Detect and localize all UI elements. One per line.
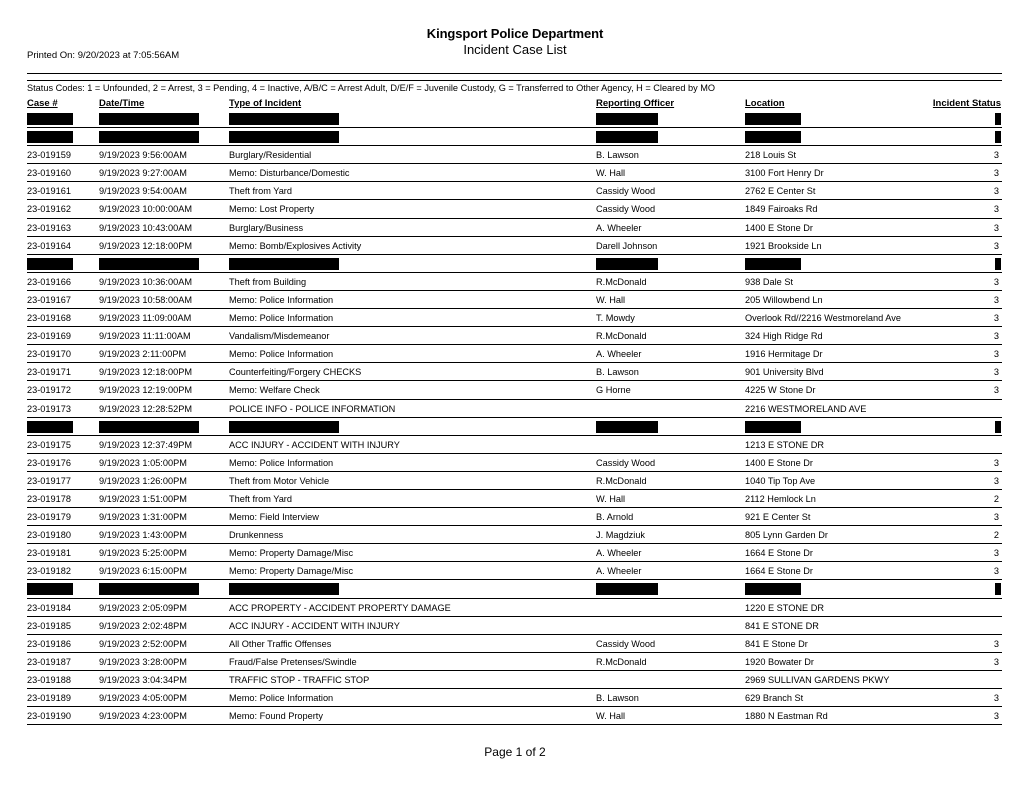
cell-status: 3 xyxy=(993,294,999,305)
cell-officer: Cassidy Wood xyxy=(596,457,656,468)
cell-case: 23-019164 xyxy=(27,240,71,251)
cell-case: 23-019182 xyxy=(27,566,71,577)
cell-date: 9/19/2023 10:58:00AM xyxy=(99,294,192,305)
redaction-bar-case xyxy=(27,131,73,143)
table-row xyxy=(0,363,1030,381)
cell-status: 3 xyxy=(993,566,999,577)
cell-location: 324 High Ridge Rd xyxy=(745,331,823,342)
cell-status: 3 xyxy=(993,457,999,468)
cell-type: ACC PROPERTY - ACCIDENT PROPERTY DAMAGE xyxy=(229,602,451,613)
cell-date: 9/19/2023 3:28:00PM xyxy=(99,656,187,667)
column-header-location: Location xyxy=(745,98,785,109)
cell-case: 23-019189 xyxy=(27,693,71,703)
cell-status: 3 xyxy=(993,240,999,251)
cell-case: 23-019187 xyxy=(27,656,71,667)
cell-officer: R.McDonald xyxy=(596,331,647,342)
redaction-bar-case xyxy=(27,113,73,125)
table-row xyxy=(0,599,1030,617)
cell-date: 9/19/2023 12:18:00PM xyxy=(99,367,192,378)
cell-type: Memo: Disturbance/Domestic xyxy=(229,168,350,179)
cell-date: 9/19/2023 2:11:00PM xyxy=(99,349,187,360)
cell-date: 9/19/2023 9:54:00AM xyxy=(99,186,187,197)
cell-location: 1664 E Stone Dr xyxy=(745,566,813,577)
cell-type: ACC INJURY - ACCIDENT WITH INJURY xyxy=(229,620,400,631)
organization-title: Kingsport Police Department xyxy=(426,26,604,41)
cell-date: 9/19/2023 2:05:09PM xyxy=(99,602,187,613)
cell-location: 3100 Fort Henry Dr xyxy=(745,168,824,179)
header-rule-secondary xyxy=(27,80,1002,81)
cell-type: Theft from Yard xyxy=(229,493,292,504)
cell-type: Memo: Police Information xyxy=(229,457,334,468)
table-row-redacted xyxy=(0,418,1030,436)
cell-location: 1220 E STONE DR xyxy=(745,602,824,613)
cell-location: 938 Dale St xyxy=(745,276,794,287)
table-row xyxy=(0,689,1030,707)
cell-location: 629 Branch St xyxy=(745,693,804,703)
cell-type: Theft from Building xyxy=(229,276,307,287)
page-number: Page 1 of 2 xyxy=(484,745,546,759)
column-header-type: Type of Incident xyxy=(229,98,302,109)
table-row xyxy=(0,273,1030,291)
header-rule xyxy=(27,73,1002,74)
redaction-bar-type xyxy=(229,421,339,433)
cell-officer: Cassidy Wood xyxy=(596,186,656,197)
cell-location: 2969 SULLIVAN GARDENS PKWY xyxy=(745,674,890,685)
cell-case: 23-019159 xyxy=(27,150,71,161)
column-header-status: Incident Status xyxy=(932,98,1001,109)
redaction-bar-status xyxy=(995,583,1001,595)
table-row xyxy=(0,671,1030,689)
cell-type: Memo: Field Interview xyxy=(229,512,319,523)
cell-status: 3 xyxy=(993,349,999,360)
table-row xyxy=(0,617,1030,635)
cell-date: 9/19/2023 10:43:00AM xyxy=(99,222,192,233)
cell-location: 205 Willowbend Ln xyxy=(745,294,823,305)
cell-status: 2 xyxy=(993,493,999,504)
cell-location: 1849 Fairoaks Rd xyxy=(745,204,818,215)
cell-officer: W. Hall xyxy=(596,711,626,722)
cell-officer: B. Lawson xyxy=(596,150,639,161)
cell-officer: R.McDonald xyxy=(596,475,647,486)
redaction-bar-type xyxy=(229,258,339,270)
cell-date: 9/19/2023 12:19:00PM xyxy=(99,385,192,396)
redaction-bar-status xyxy=(995,258,1001,270)
cell-date: 9/19/2023 10:36:00AM xyxy=(99,276,192,287)
cell-date: 9/19/2023 2:52:00PM xyxy=(99,638,187,649)
table-row xyxy=(0,653,1030,671)
status-codes-legend: Status Codes: 1 = Unfounded, 2 = Arrest, 3 = Pending, 4 = Inactive, A/B/C = Arrest Adult, D/E/F = Juvenile Custody, G = Transferred to Other Agency, H = Cleared by MO xyxy=(27,83,716,93)
cell-location: Overlook Rd//2216 Westmoreland Ave xyxy=(745,313,901,324)
cell-type: Theft from Motor Vehicle xyxy=(229,475,330,486)
cell-location: 1664 E Stone Dr xyxy=(745,548,813,559)
redaction-bar-date xyxy=(99,113,199,125)
cell-case: 23-019179 xyxy=(27,512,71,523)
cell-location: 218 Louis St xyxy=(745,150,797,161)
cell-location: 1213 E STONE DR xyxy=(745,439,824,450)
table-row xyxy=(0,381,1030,399)
cell-case: 23-019170 xyxy=(27,349,71,360)
cell-status: 3 xyxy=(993,638,999,649)
cell-case: 23-019167 xyxy=(27,294,71,305)
redaction-bar-location xyxy=(745,583,801,595)
cell-case: 23-019176 xyxy=(27,457,71,468)
redaction-bar-status xyxy=(995,131,1001,143)
cell-status: 3 xyxy=(993,711,999,722)
cell-status: 2 xyxy=(993,530,999,541)
cell-case: 23-019168 xyxy=(27,313,71,324)
cell-officer: W. Hall xyxy=(596,493,626,504)
cell-date: 9/19/2023 5:25:00PM xyxy=(99,548,187,559)
cell-date: 9/19/2023 4:23:00PM xyxy=(99,711,187,722)
cell-case: 23-019184 xyxy=(27,602,71,613)
table-row xyxy=(0,707,1030,725)
cell-date: 9/19/2023 1:31:00PM xyxy=(99,512,187,523)
redaction-bar-case xyxy=(27,583,73,595)
cell-status: 3 xyxy=(993,693,999,703)
redaction-bar-location xyxy=(745,421,801,433)
cell-case: 23-019177 xyxy=(27,475,71,486)
cell-date: 9/19/2023 10:00:00AM xyxy=(99,204,192,215)
cell-date: 9/19/2023 12:28:52PM xyxy=(99,403,192,414)
table-row xyxy=(0,454,1030,472)
cell-type: Memo: Bomb/Explosives Activity xyxy=(229,240,362,251)
cell-officer: Darell Johnson xyxy=(596,240,658,251)
redaction-bar-date xyxy=(99,583,199,595)
cell-date: 9/19/2023 11:11:00AM xyxy=(99,331,191,342)
cell-status: 3 xyxy=(993,656,999,667)
cell-location: 2112 Hemlock Ln xyxy=(745,493,816,504)
cell-date: 9/19/2023 12:37:49PM xyxy=(99,439,192,450)
cell-case: 23-019160 xyxy=(27,168,71,179)
cell-date: 9/19/2023 12:18:00PM xyxy=(99,240,192,251)
cell-type: Counterfeiting/Forgery CHECKS xyxy=(229,367,362,378)
cell-location: 841 E Stone Dr xyxy=(745,638,808,649)
cell-officer: G Horne xyxy=(596,385,631,396)
row-divider xyxy=(27,724,1002,725)
cell-officer: J. Magdziuk xyxy=(596,530,646,541)
redaction-bar-officer xyxy=(596,131,658,143)
cell-officer: T. Mowdy xyxy=(596,313,635,324)
cell-type: ACC INJURY - ACCIDENT WITH INJURY xyxy=(229,439,400,450)
cell-type: Memo: Police Information xyxy=(229,313,334,324)
incident-table xyxy=(0,110,1030,725)
table-row xyxy=(0,182,1030,200)
cell-date: 9/19/2023 9:27:00AM xyxy=(99,168,187,179)
table-row-redacted xyxy=(0,128,1030,146)
cell-type: Memo: Police Information xyxy=(229,294,334,305)
report-title: Incident Case List xyxy=(463,42,567,57)
cell-status: 3 xyxy=(993,548,999,559)
cell-type: Burglary/Residential xyxy=(229,150,312,161)
cell-location: 805 Lynn Garden Dr xyxy=(745,530,828,541)
cell-officer: B. Lawson xyxy=(596,693,639,703)
cell-type: Burglary/Business xyxy=(229,222,304,233)
cell-date: 9/19/2023 6:15:00PM xyxy=(99,566,187,577)
cell-location: 4225 W Stone Dr xyxy=(745,385,816,396)
cell-status: 3 xyxy=(993,313,999,324)
cell-officer: A. Wheeler xyxy=(596,548,642,559)
cell-location: 2216 WESTMORELAND AVE xyxy=(745,403,867,414)
cell-officer: R.McDonald xyxy=(596,656,647,667)
cell-case: 23-019173 xyxy=(27,403,71,414)
redaction-bar-date xyxy=(99,131,199,143)
table-row xyxy=(0,345,1030,363)
redaction-bar-status xyxy=(995,421,1001,433)
cell-case: 23-019163 xyxy=(27,222,71,233)
cell-date: 9/19/2023 1:51:00PM xyxy=(99,493,187,504)
table-row xyxy=(0,164,1030,182)
column-header-date: Date/Time xyxy=(99,98,145,109)
cell-type: Memo: Police Information xyxy=(229,349,334,360)
redaction-bar-date xyxy=(99,421,199,433)
cell-status: 3 xyxy=(993,150,999,161)
table-row xyxy=(0,508,1030,526)
cell-type: TRAFFIC STOP - TRAFFIC STOP xyxy=(229,674,370,685)
cell-case: 23-019172 xyxy=(27,385,71,396)
table-row xyxy=(0,472,1030,490)
cell-case: 23-019178 xyxy=(27,493,71,504)
cell-case: 23-019171 xyxy=(27,367,71,378)
cell-case: 23-019181 xyxy=(27,548,71,559)
cell-type: Memo: Lost Property xyxy=(229,204,315,215)
cell-type: Drunkenness xyxy=(229,530,284,541)
cell-location: 841 E STONE DR xyxy=(745,620,819,631)
cell-status: 3 xyxy=(993,367,999,378)
cell-case: 23-019185 xyxy=(27,620,71,631)
cell-location: 921 E Center St xyxy=(745,512,811,523)
cell-status: 3 xyxy=(993,186,999,197)
cell-status: 3 xyxy=(993,168,999,179)
cell-type: Memo: Police Information xyxy=(229,693,334,703)
cell-status: 3 xyxy=(993,222,999,233)
redaction-bar-type xyxy=(229,583,339,595)
cell-case: 23-019180 xyxy=(27,530,71,541)
cell-type: Theft from Yard xyxy=(229,186,292,197)
cell-date: 9/19/2023 1:05:00PM xyxy=(99,457,187,468)
cell-date: 9/19/2023 9:56:00AM xyxy=(99,150,187,161)
cell-status: 3 xyxy=(993,204,999,215)
cell-status: 3 xyxy=(993,331,999,342)
table-row xyxy=(0,309,1030,327)
redaction-bar-case xyxy=(27,421,73,433)
table-row xyxy=(0,146,1030,164)
table-row xyxy=(0,562,1030,580)
cell-type: Memo: Property Damage/Misc xyxy=(229,566,354,577)
cell-type: Memo: Welfare Check xyxy=(229,385,320,396)
cell-type: All Other Traffic Offenses xyxy=(229,638,332,649)
cell-officer: W. Hall xyxy=(596,168,626,179)
table-row xyxy=(0,544,1030,562)
cell-officer: W. Hall xyxy=(596,294,626,305)
redaction-bar-date xyxy=(99,258,199,270)
cell-officer: A. Wheeler xyxy=(596,566,642,577)
cell-officer: Cassidy Wood xyxy=(596,204,656,215)
cell-case: 23-019161 xyxy=(27,186,71,197)
redaction-bar-officer xyxy=(596,113,658,125)
table-row xyxy=(0,635,1030,653)
table-row xyxy=(0,400,1030,418)
table-row-redacted xyxy=(0,580,1030,598)
redaction-bar-location xyxy=(745,113,801,125)
cell-case: 23-019188 xyxy=(27,674,71,685)
cell-location: 1040 Tip Top Ave xyxy=(745,475,816,486)
table-row-redacted xyxy=(0,255,1030,273)
cell-officer: B. Lawson xyxy=(596,367,639,378)
cell-case: 23-019162 xyxy=(27,204,71,215)
cell-officer: R.McDonald xyxy=(596,276,647,287)
cell-date: 9/19/2023 3:04:34PM xyxy=(99,674,187,685)
cell-type: Fraud/False Pretenses/Swindle xyxy=(229,656,357,667)
cell-type: POLICE INFO - POLICE INFORMATION xyxy=(229,403,396,414)
redaction-bar-location xyxy=(745,131,801,143)
cell-case: 23-019169 xyxy=(27,331,71,342)
column-header-officer: Reporting Officer xyxy=(596,98,675,109)
table-row xyxy=(0,219,1030,237)
cell-officer: Cassidy Wood xyxy=(596,638,656,649)
cell-date: 9/19/2023 1:43:00PM xyxy=(99,530,187,541)
cell-type: Vandalism/Misdemeanor xyxy=(229,331,330,342)
redaction-bar-officer xyxy=(596,421,658,433)
redaction-bar-case xyxy=(27,258,73,270)
cell-officer: B. Arnold xyxy=(596,512,634,523)
cell-date: 9/19/2023 4:05:00PM xyxy=(99,693,187,703)
table-row xyxy=(0,436,1030,454)
cell-location: 1916 Hermitage Dr xyxy=(745,349,823,360)
table-row xyxy=(0,291,1030,309)
printed-on-timestamp: Printed On: 9/20/2023 at 7:05:56AM xyxy=(27,50,180,61)
table-row xyxy=(0,327,1030,345)
cell-location: 1920 Bowater Dr xyxy=(745,656,814,667)
cell-case: 23-019190 xyxy=(27,711,71,722)
redaction-bar-type xyxy=(229,131,339,143)
redaction-bar-officer xyxy=(596,258,658,270)
cell-status: 3 xyxy=(993,512,999,523)
cell-location: 1400 E Stone Dr xyxy=(745,222,813,233)
cell-status: 3 xyxy=(993,276,999,287)
cell-location: 1400 E Stone Dr xyxy=(745,457,813,468)
cell-date: 9/19/2023 1:26:00PM xyxy=(99,475,187,486)
table-row-redacted xyxy=(0,110,1030,128)
redaction-bar-officer xyxy=(596,583,658,595)
cell-location: 1880 N Eastman Rd xyxy=(745,711,828,722)
cell-location: 1921 Brookside Ln xyxy=(745,240,822,251)
redaction-bar-status xyxy=(995,113,1001,125)
table-row xyxy=(0,237,1030,255)
cell-location: 2762 E Center St xyxy=(745,186,816,197)
cell-date: 9/19/2023 11:09:00AM xyxy=(99,313,192,324)
cell-date: 9/19/2023 2:02:48PM xyxy=(99,620,187,631)
cell-case: 23-019175 xyxy=(27,439,71,450)
table-row xyxy=(0,200,1030,218)
cell-status: 3 xyxy=(993,385,999,396)
column-header-case: Case # xyxy=(27,98,58,109)
cell-type: Memo: Property Damage/Misc xyxy=(229,548,354,559)
cell-location: 901 University Blvd xyxy=(745,367,824,378)
table-row xyxy=(0,490,1030,508)
redaction-bar-type xyxy=(229,113,339,125)
cell-officer: A. Wheeler xyxy=(596,349,642,360)
table-row xyxy=(0,526,1030,544)
cell-case: 23-019186 xyxy=(27,638,71,649)
cell-status: 3 xyxy=(993,475,999,486)
cell-officer: A. Wheeler xyxy=(596,222,642,233)
redaction-bar-location xyxy=(745,258,801,270)
cell-case: 23-019166 xyxy=(27,276,71,287)
cell-type: Memo: Found Property xyxy=(229,711,323,722)
